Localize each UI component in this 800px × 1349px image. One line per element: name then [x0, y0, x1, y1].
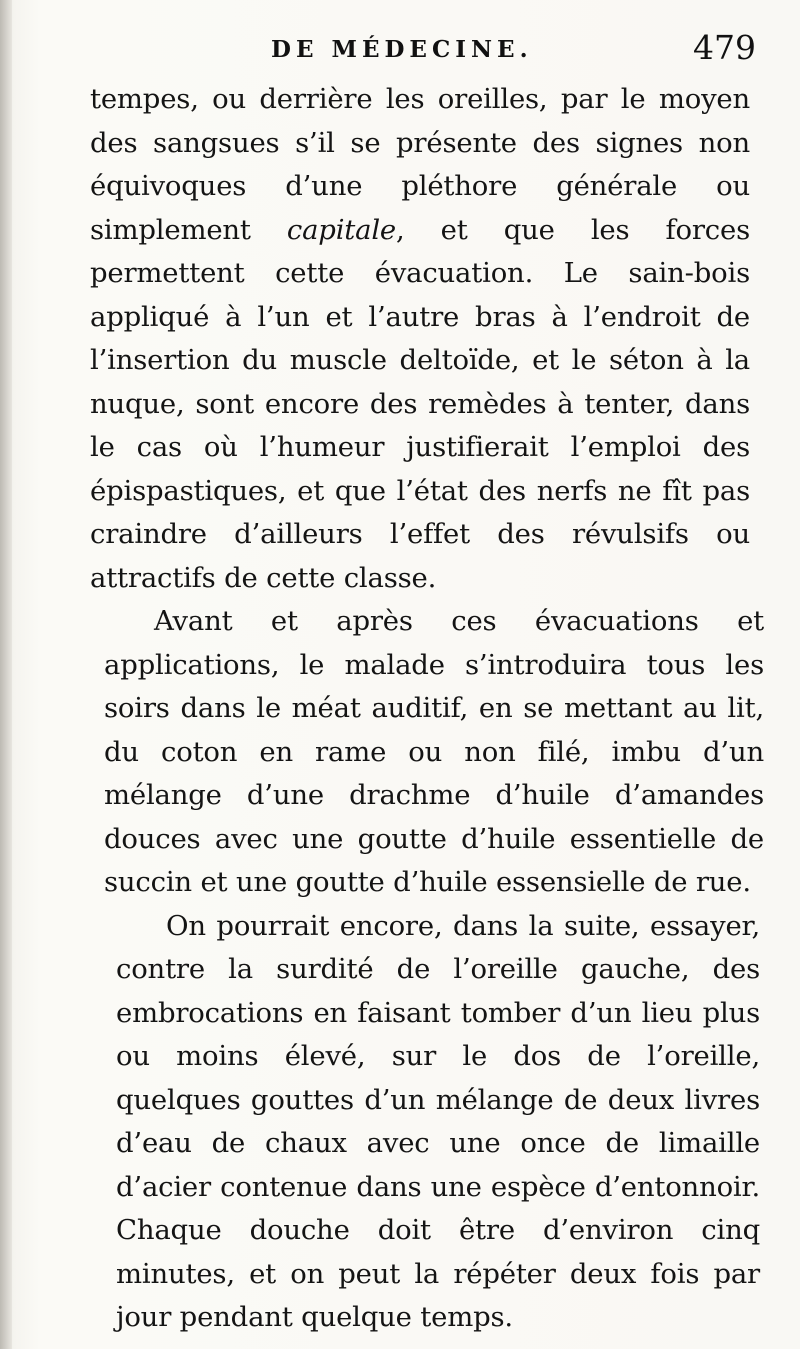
paragraph-1-lead: tempes, ou derrière les oreilles, par le moyen des sangsues s’il se présente des signes non équivoques d’une pléthore générale ou simplement	[90, 83, 750, 246]
italic-term: capitale	[286, 213, 397, 246]
paragraph-1	[90, 78, 750, 600]
page-number: 479	[693, 28, 756, 67]
running-head: DE MÉDECINE.	[271, 36, 533, 63]
page-header	[0, 28, 800, 78]
body-text	[90, 78, 764, 1340]
page-gutter-shadow	[0, 0, 12, 1349]
paragraph-3: On pourrait encore, dans la suite, essayer, contre la surdité de l’oreille gauche, des embrocations en faisant tomber d’un lieu plus ou moins élevé, sur le dos de l’oreille, quelques gouttes d’un mélange de deux livres d’eau de chaux avec une once de limaille d’acier contenue dans une espèce d’entonnoir. Chaque douche doit être d’environ cinq minutes, et on peut la répéter deux fois par jour pendant quelque temps.	[116, 909, 760, 1333]
paragraph-1-rest: , et que les forces permettent cette évacuation. Le sain-bois appliqué à l’un et l’autre bras à l’endroit de l’insertion du muscle deltoïde, et le séton à la nuque, sont encore des remèdes à tenter, dans le cas où l’humeur justifierait l’emploi des épispastiques, et que l’état des nerfs ne fît pas craindre d’ailleurs l’effet des révulsifs ou attractifs de cette classe.	[90, 213, 750, 594]
paragraph-2: Avant et après ces évacuations et applications, le malade s’introduira tous les soirs dans le méat auditif, en se mettant au lit, du coton en rame ou non filé, imbu d’un mélange d’une drachme d’huile d’amandes douces avec une goutte d’huile essentielle de succin et une goutte d’huile essensielle de rue.	[104, 605, 764, 898]
